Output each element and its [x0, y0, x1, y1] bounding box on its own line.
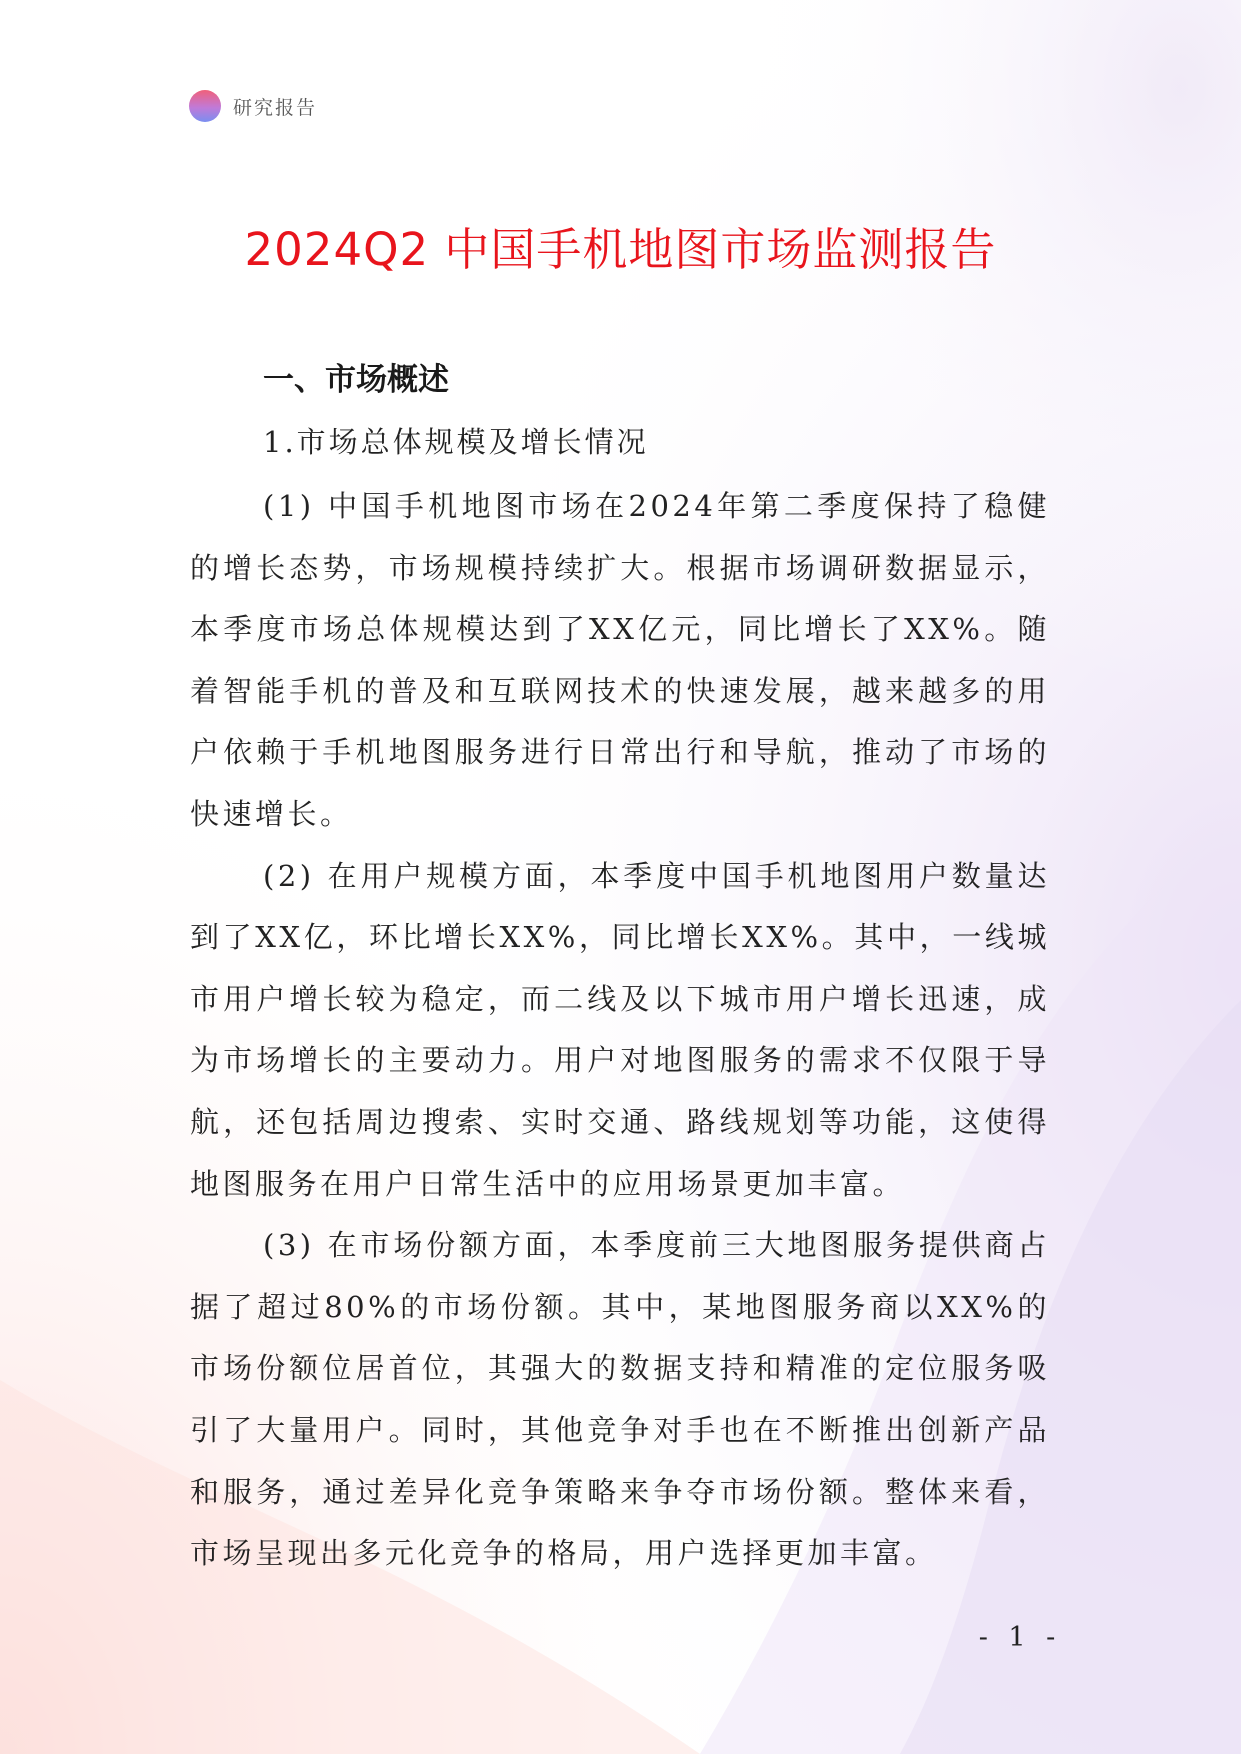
logo-icon: [189, 90, 221, 122]
report-title: 2024Q2 中国手机地图市场监测报告: [244, 223, 997, 276]
report-body: [190, 352, 1050, 1585]
paragraph-1: (1) 中国手机地图市场在2024年第二季度保持了稳健的增长态势，市场规模持续扩大。根据市场调研数据显示，本季度市场总体规模达到了XX亿元，同比增长了XX%。随着智能手机的普及和互联网技术的快速发展，越来越多的用户依赖于手机地图服务进行日常出行和导航，推动了市场的快速增长。: [190, 489, 1050, 831]
paragraph-3: (3) 在市场份额方面，本季度前三大地图服务提供商占据了超过80%的市场份额。其中，某地图服务商以XX%的市场份额位居首位，其强大的数据支持和精准的定位服务吸引了大量用户。同时，其他竞争对手也在不断推出创新产品和服务，通过差异化竞争策略来争夺市场份额。整体来看，市场呈现出多元化竞争的格局，用户选择更加丰富。: [190, 1228, 1050, 1571]
header-label: 研究报告: [233, 96, 318, 119]
page-number: - 1 -: [978, 1622, 1062, 1653]
report-header: [189, 88, 317, 124]
section-heading: 一、市场概述: [263, 362, 449, 398]
paragraph-2: (2) 在用户规模方面，本季度中国手机地图用户数量达到了XX亿，环比增长XX%，同比增长XX%。其中，一线城市用户增长较为稳定，而二线及以下城市用户增长迅速，成为市场增长的主要动力。用户对地图服务的需求不仅限于导航，还包括周边搜索、实时交通、路线规划等功能，这使得地图服务在用户日常生活中的应用场景更加丰富。: [190, 858, 1050, 1201]
sub-heading: 1.市场总体规模及增长情况: [263, 425, 649, 459]
